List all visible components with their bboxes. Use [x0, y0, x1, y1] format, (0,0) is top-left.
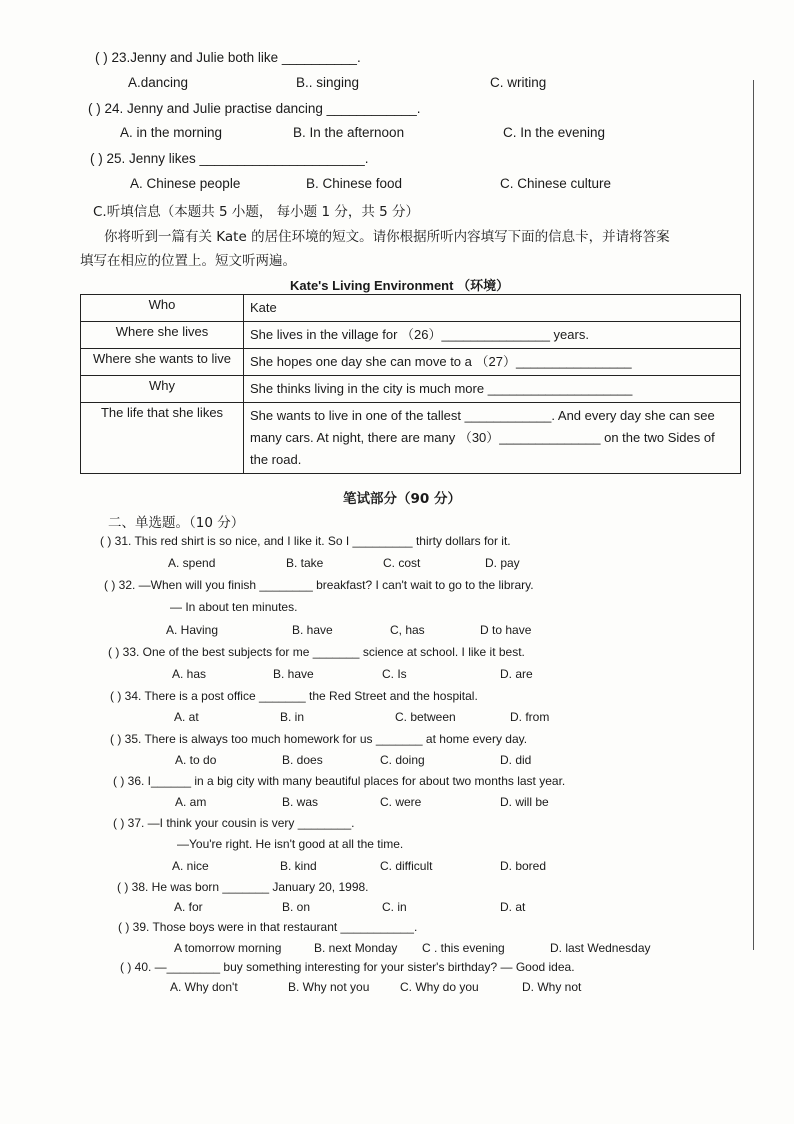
info-card-table: [80, 294, 741, 474]
question-36: ( ) 36. I______ in a big city with many beautiful places for about two months last year.: [113, 774, 566, 788]
table-row: [81, 349, 741, 376]
q39-option-a: A tomorrow morning: [174, 941, 282, 955]
q24-option-b: B. In the afternoon: [293, 125, 405, 140]
q31-option-b: B. take: [286, 556, 324, 570]
q32-option-b: B. have: [292, 623, 333, 637]
q31-option-d: D. pay: [485, 556, 520, 570]
page-edge-line: [753, 80, 754, 950]
q32-dialogue-reply: — In about ten minutes.: [170, 600, 298, 614]
q35-option-c: C. doing: [380, 753, 425, 767]
table-cell-label: Who: [81, 295, 244, 322]
q40-option-a: A. Why don't: [170, 980, 238, 994]
q24-option-a: A. in the morning: [120, 125, 223, 140]
table-row: [81, 295, 741, 322]
q35-option-d: D. did: [500, 753, 532, 767]
q32-option-d: D to have: [480, 623, 532, 637]
q34-option-d: D. from: [510, 710, 550, 724]
question-39: ( ) 39. Those boys were in that restaurant ___________.: [118, 920, 418, 934]
written-part-heading: 笔试部分（90 分）: [343, 491, 461, 507]
question-31: ( ) 31. This red shirt is so nice, and I like it. So I _________ thirty dollars for it.: [100, 534, 511, 548]
q38-option-d: D. at: [500, 900, 526, 914]
q31-option-a: A. spend: [168, 556, 216, 570]
question-23: ( ) 23.Jenny and Julie both like __________.: [95, 50, 361, 65]
table-cell-label: Where she lives: [81, 322, 244, 349]
q33-option-d: D. are: [500, 667, 533, 681]
table-cell-label: Where she wants to live: [81, 349, 244, 376]
q40-option-d: D. Why not: [522, 980, 582, 994]
q37-option-d: D. bored: [500, 859, 547, 873]
table-cell-value: She thinks living in the city is much more ____________________: [244, 376, 741, 403]
q40-option-b: B. Why not you: [288, 980, 370, 994]
q34-option-b: B. in: [280, 710, 305, 724]
q32-option-a: A. Having: [166, 623, 219, 637]
q37-dialogue-reply: —You're right. He isn't good at all the time.: [177, 837, 404, 851]
q33-option-a: A. has: [172, 667, 207, 681]
q23-option-a: A.dancing: [128, 75, 189, 90]
q35-option-a: A. to do: [175, 753, 217, 767]
table-row: [81, 322, 741, 349]
table-row: [81, 376, 741, 403]
question-24: ( ) 24. Jenny and Julie practise dancing ____________.: [88, 101, 421, 116]
q23-option-c: C. writing: [490, 75, 547, 90]
q37-option-a: A. nice: [172, 859, 209, 873]
q25-option-a: A. Chinese people: [130, 176, 241, 191]
q35-option-b: B. does: [282, 753, 323, 767]
table-cell-value: She hopes one day she can move to a （27）________________: [244, 349, 741, 376]
q36-option-a: A. am: [175, 795, 207, 809]
q36-option-d: D. will be: [500, 795, 549, 809]
question-34: ( ) 34. There is a post office _______ the Red Street and the hospital.: [110, 689, 478, 703]
question-40: ( ) 40. —________ buy something interesting for your sister's birthday? — Good idea.: [120, 960, 575, 974]
q34-option-a: A. at: [174, 710, 199, 724]
q36-option-c: C. were: [380, 795, 422, 809]
q25-option-b: B. Chinese food: [306, 176, 403, 191]
q33-option-c: C. Is: [382, 667, 407, 681]
q40-option-c: C. Why do you: [400, 980, 479, 994]
q33-option-b: B. have: [273, 667, 314, 681]
table-cell-value: She wants to live in one of the tallest ____________. And every day she can see many cars. At night, there are many （30）______________ on the two Sides of the road.: [244, 403, 741, 474]
table-cell-label: The life that she likes: [81, 403, 244, 474]
question-37: ( ) 37. —I think your cousin is very ________.: [113, 816, 355, 830]
table-cell-label: Why: [81, 376, 244, 403]
section-c-instruction-2: 填写在相应的位置上。短文听两遍。: [80, 253, 296, 269]
section-c-instruction-1: 你将听到一篇有关 Kate 的居住环境的短文。请你根据所听内容填写下面的信息卡，并请将答案: [104, 229, 670, 245]
q36-option-b: B. was: [282, 795, 319, 809]
q39-option-d: D. last Wednesday: [550, 941, 651, 955]
q34-option-c: C. between: [395, 710, 456, 724]
table-cell-value: Kate: [244, 295, 741, 322]
q39-option-b: B. next Monday: [314, 941, 398, 955]
table-row: [81, 403, 741, 474]
q38-option-b: B. on: [282, 900, 311, 914]
q37-option-b: B. kind: [280, 859, 317, 873]
table-cell-value: She lives in the village for （26）_______________ years.: [244, 322, 741, 349]
question-25: ( ) 25. Jenny likes ______________________.: [90, 151, 369, 166]
single-choice-heading: 二、单选题。（10 分）: [108, 515, 245, 531]
q39-option-c: C . this evening: [422, 941, 505, 955]
q31-option-c: C. cost: [383, 556, 421, 570]
q25-option-c: C. Chinese culture: [500, 176, 612, 191]
q38-option-c: C. in: [382, 900, 407, 914]
q24-option-c: C. In the evening: [503, 125, 606, 140]
question-33: ( ) 33. One of the best subjects for me _______ science at school. I like it best.: [108, 645, 525, 659]
table-title: Kate's Living Environment （环境）: [290, 278, 510, 293]
question-38: ( ) 38. He was born _______ January 20, 1998.: [117, 880, 369, 894]
question-32: ( ) 32. —When will you finish ________ breakfast? I can't wait to go to the library.: [104, 578, 534, 592]
q32-option-c: C, has: [390, 623, 425, 637]
q38-option-a: A. for: [174, 900, 203, 914]
section-c-heading: C.听填信息（本题共 5 小题， 每小题 1 分，共 5 分）: [93, 204, 420, 220]
question-35: ( ) 35. There is always too much homework for us _______ at home every day.: [110, 732, 528, 746]
q23-option-b: B.. singing: [296, 75, 360, 90]
q37-option-c: C. difficult: [380, 859, 433, 873]
